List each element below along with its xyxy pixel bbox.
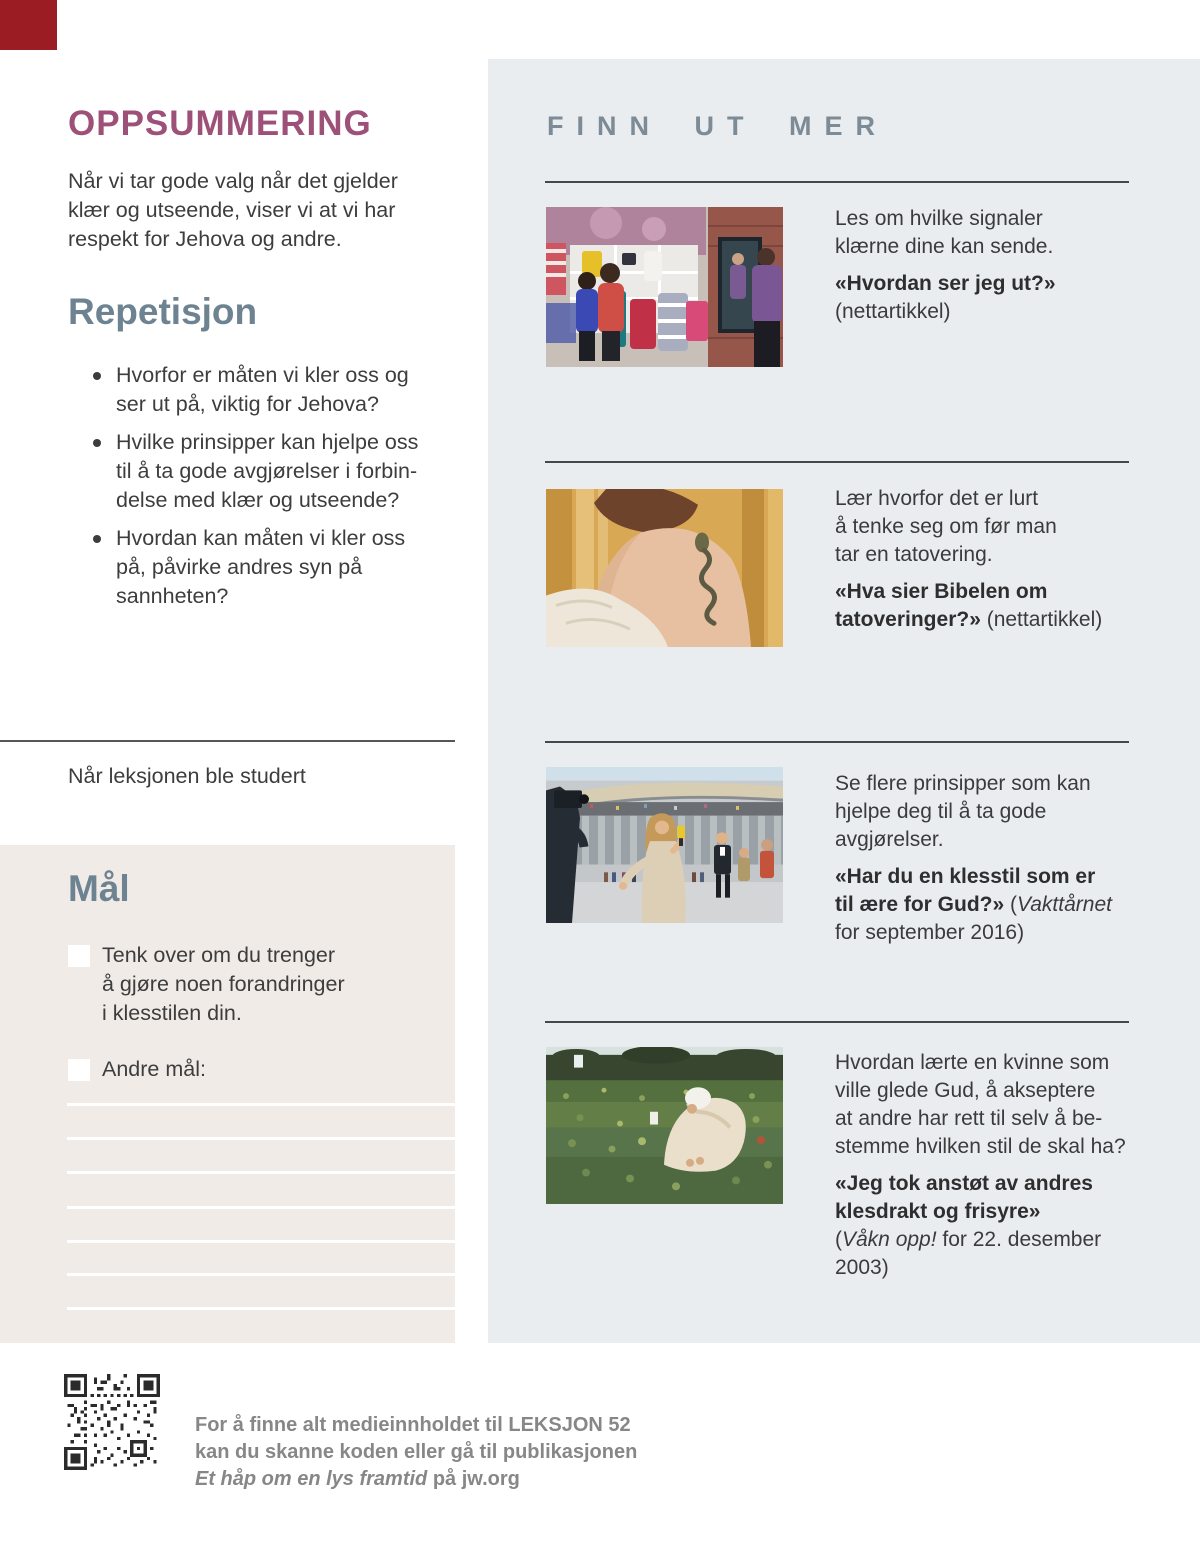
write-in-line [67, 1273, 455, 1276]
review-question-list [68, 361, 418, 620]
find-out-more-item [835, 205, 1155, 326]
lesson-color-tab [0, 0, 57, 50]
footer-note: For å finne alt medieinnholdet til LEKSJON 52 kan du skanne koden eller gå til publikasjonen Et håp om en lys framtid på jw.org [195, 1414, 638, 1490]
goal-item: Andre mål: [102, 1057, 206, 1081]
review-question: Hvordan kan måten vi kler oss på, påvirke andres syn på sannheten? [68, 524, 418, 611]
write-in-line [67, 1171, 455, 1174]
write-in-line [67, 1206, 455, 1209]
item-body: Lær hvorfor det er lurt å tenke seg om før man tar en tatovering. [835, 487, 1057, 566]
item-divider [545, 461, 1129, 463]
write-in-line [67, 1137, 455, 1140]
goal-checkbox[interactable] [68, 1059, 90, 1081]
write-in-line [67, 1307, 455, 1310]
item-body: Les om hvilke signaler klærne dine kan sende. [835, 207, 1054, 258]
find-out-more-item [835, 770, 1155, 947]
goals-panel [0, 845, 455, 1343]
stadium-interview-photo [546, 767, 783, 923]
goals-heading: Mål [68, 868, 130, 909]
write-in-line [67, 1240, 455, 1243]
review-question: Hvilke prinsipper kan hjelpe oss til å ta gode avgjørelser i forbin- delse med klær og utseende? [68, 428, 418, 515]
goal-checkbox[interactable] [68, 945, 90, 967]
item-body: Hvordan lærte en kvinne som ville glede Gud, å akseptere at andre har rett til selv å be- stemme hvilken stil de skal ha? [835, 1051, 1126, 1158]
item-body: Se flere prinsipper som kan hjelpe deg til å ta gode avgjørelser. [835, 772, 1091, 851]
summary-line: respekt for Jehova og andre. [68, 227, 342, 251]
horizontal-rule [0, 740, 455, 742]
item-divider [545, 741, 1129, 743]
item-reference: «Jeg tok anstøt av andres klesdrakt og frisyre» (Våkn opp! for 22. desember 2003) [835, 1172, 1102, 1279]
review-heading: Repetisjon [68, 291, 258, 332]
find-out-more-item [835, 1049, 1155, 1282]
find-out-more-heading: FINN UT MER [547, 111, 888, 141]
field-work-photo [546, 1047, 783, 1204]
clothing-store-photo [546, 207, 783, 367]
studied-date-label: Når leksjonen ble studert [68, 764, 306, 788]
goal-item: Tenk over om du trenger å gjøre noen forandringer i klesstilen din. [102, 943, 345, 1025]
tattoo-photo [546, 489, 783, 647]
summary-line: Når vi tar gode valg når det gjelder [68, 169, 398, 193]
item-reference: «Har du en klesstil som er til ære for Gud?» (Vakttårnet for september 2016) [835, 865, 1112, 944]
review-question: Hvorfor er måten vi kler oss og ser ut på, viktig for Jehova? [68, 361, 418, 419]
find-out-more-item [835, 485, 1155, 634]
write-in-line [67, 1103, 455, 1106]
qr-code-icon [64, 1374, 160, 1470]
item-reference: «Hva sier Bibelen om tatoveringer?» (nettartikkel) [835, 580, 1103, 631]
item-divider [545, 181, 1129, 183]
summary-paragraph [68, 167, 398, 254]
summary-line: klær og utseende, viser vi at vi har [68, 198, 396, 222]
item-reference: «Hvordan ser jeg ut?» (nettartikkel) [835, 272, 1056, 323]
summary-heading: OPPSUMMERING [68, 104, 372, 143]
item-divider [545, 1021, 1129, 1023]
